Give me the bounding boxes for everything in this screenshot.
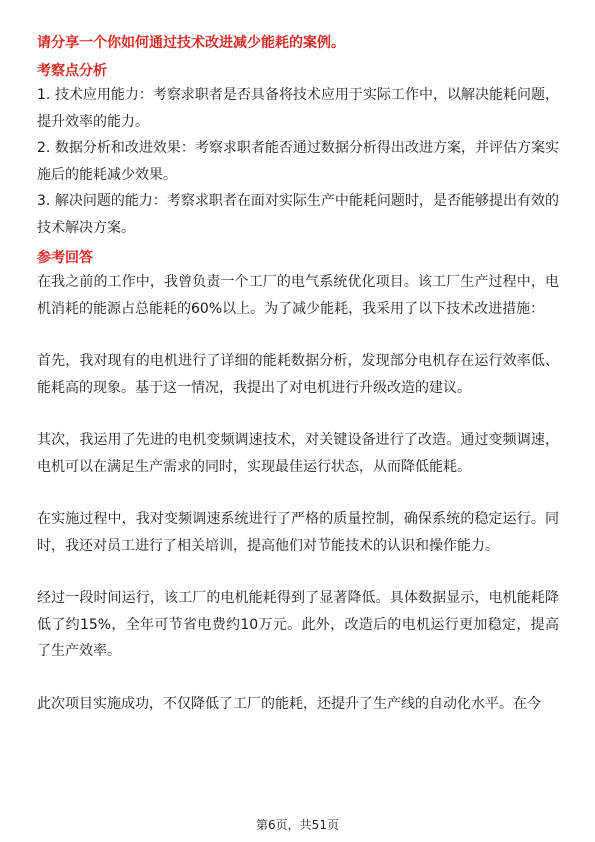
analysis-item-2: 2. 数据分析和改进效果：考察求职者能否通过数据分析得出改进方案，并评估方案实施后的能耗减少效果。 bbox=[37, 140, 559, 183]
answer-paragraph-5: 经过一段时间运行，该工厂的电机能耗得到了显著降低。具体数据显示，电机能耗降低了约15%，全年可节省电费约10万元。此外，改造后的电机运行更加稳定，提高了生产效率。 bbox=[37, 590, 559, 659]
analysis-item-3: 3. 解决问题的能力：考察求职者在面对实际生产中能耗问题时，是否能够提出有效的技术解决方案。 bbox=[37, 193, 559, 236]
answer-paragraph-1: 在我之前的工作中，我曾负责一个工厂的电气系统优化项目。该工厂生产过程中，电机消耗的能源占总能耗的60%以上。为了减少能耗，我采用了以下技术改进措施： bbox=[37, 274, 559, 317]
paragraph-spacer bbox=[37, 559, 559, 585]
analysis-item-1: 1. 技术应用能力：考察求职者是否具备将技术应用于实际工作中，以解决能耗问题，提升效率的能力。 bbox=[37, 87, 559, 130]
paragraph-spacer bbox=[37, 322, 559, 348]
answer-paragraph-2: 首先，我对现有的电机进行了详细的能耗数据分析，发现部分电机存在运行效率低、能耗高的现象。基于这一情况，我提出了对电机进行升级改造的建议。 bbox=[37, 353, 559, 396]
answer-heading: 参考回答 bbox=[37, 250, 93, 266]
answer-paragraph-4: 在实施过程中，我对变频调速系统进行了严格的质量控制，确保系统的稳定运行。同时，我还对员工进行了相关培训，提高他们对节能技术的认识和操作能力。 bbox=[37, 511, 559, 554]
question-title: 请分享一个你如何通过技术改进减少能耗的案例。 bbox=[37, 35, 345, 51]
page-content bbox=[37, 30, 559, 717]
page-number-footer: 第6页，共51页 bbox=[256, 818, 339, 832]
paragraph-spacer bbox=[37, 665, 559, 691]
paragraph-spacer bbox=[37, 401, 559, 427]
paragraph-spacer bbox=[37, 480, 559, 506]
answer-paragraph-6: 此次项目实施成功，不仅降低了工厂的能耗，还提升了生产线的自动化水平。在今 bbox=[37, 695, 541, 712]
answer-paragraph-3: 其次，我运用了先进的电机变频调速技术，对关键设备进行了改造。通过变频调速，电机可以在满足生产需求的同时，实现最佳运行状态，从而降低能耗。 bbox=[37, 432, 559, 475]
analysis-heading: 考察点分析 bbox=[37, 63, 107, 79]
